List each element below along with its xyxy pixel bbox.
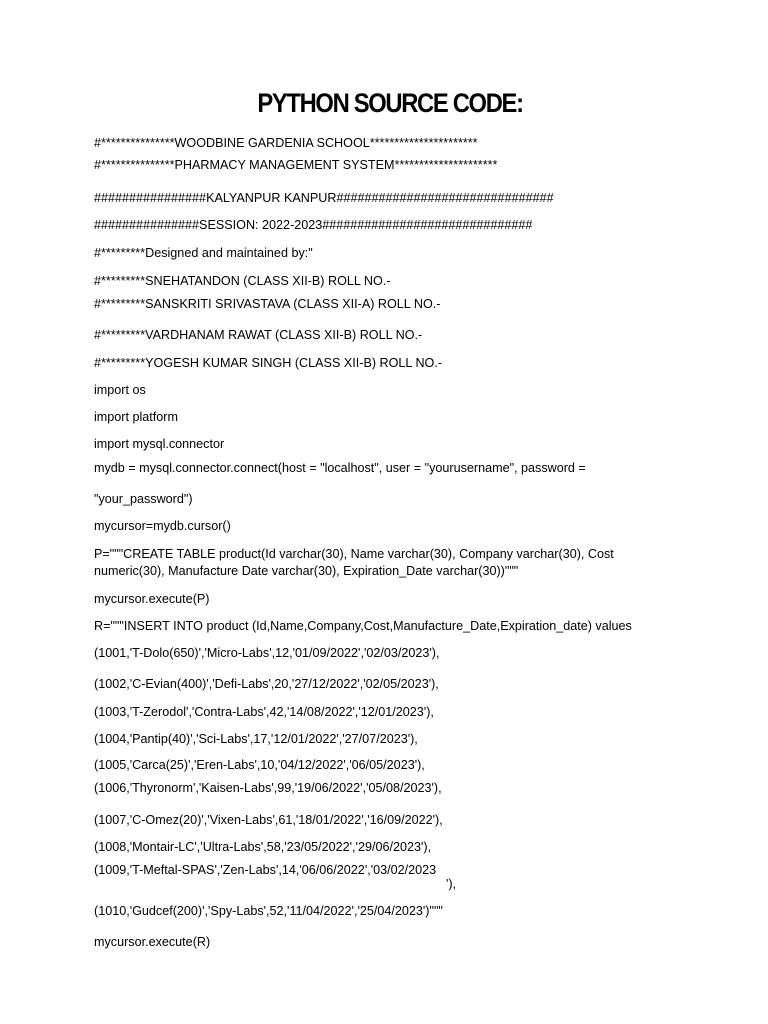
code-line-import-os: import os: [94, 383, 146, 397]
code-line-import-platform: import platform: [94, 410, 178, 424]
code-line-value-row: (1007,'C-Omez(20)','Vixen-Labs',61,'18/01/2022','16/09/2022'),: [94, 813, 443, 827]
code-line-value-row: (1003,'T-Zerodol','Contra-Labs',42,'14/08/2022','12/01/2023'),: [94, 705, 434, 719]
comment-project-line: #***************PHARMACY MANAGEMENT SYSTEM*********************: [94, 158, 498, 172]
code-line-connect: mydb = mysql.connector.connect(host = "localhost", user = "yourusername", password =: [94, 461, 586, 475]
code-line-value-row: (1006,'Thyronorm','Kaisen-Labs',99,'19/06/2022','05/08/2023'),: [94, 781, 442, 795]
code-line-value-row: (1004,'Pantip(40)','Sci-Labs',17,'12/01/2022','27/07/2023'),: [94, 732, 418, 746]
comment-author-line: #*********VARDHANAM RAWAT (CLASS XII-B) ROLL NO.-: [94, 328, 423, 342]
code-line-cursor: mycursor=mydb.cursor(): [94, 519, 231, 533]
code-line-value-row-tail: '),: [446, 877, 457, 891]
code-line-connect-continued: "your_password"): [94, 492, 193, 506]
code-line-value-row: (1001,'T-Dolo(650)','Micro-Labs',12,'01/09/2022','02/03/2023'),: [94, 646, 440, 660]
comment-school-line: #***************WOODBINE GARDENIA SCHOOL**********************: [94, 136, 478, 150]
code-line-value-row: (1009,'T-Meftal-SPAS','Zen-Labs',14,'06/06/2022','03/02/2023: [94, 863, 437, 877]
page-title: PYTHON SOURCE CODE:: [257, 88, 523, 118]
comment-location-line: ################KALYANPUR KANPUR###############################: [94, 191, 554, 205]
code-line-value-row: (1010,'Gudcef(200)','Spy-Labs',52,'11/04/2022','25/04/2023')""": [94, 904, 443, 918]
comment-author-line: #*********SANSKRITI SRIVASTAVA (CLASS XII-A) ROLL NO.-: [94, 297, 441, 311]
code-line-value-row: (1002,'C-Evian(400)','Defi-Labs',20,'27/12/2022','02/05/2023'),: [94, 677, 439, 691]
comment-author-line: #*********YOGESH KUMAR SINGH (CLASS XII-B) ROLL NO.-: [94, 356, 443, 370]
code-line-insert: R="""INSERT INTO product (Id,Name,Company,Cost,Manufacture_Date,Expiration_date) values: [94, 619, 632, 633]
code-line-create-table: P="""CREATE TABLE product(Id varchar(30), Name varchar(30), Company varchar(30), Cost numeric(30), Manufacture Date varchar(30), Expiration_Date varchar(30))""": [94, 547, 614, 578]
code-line-execute-p: mycursor.execute(P): [94, 592, 210, 606]
code-line-value-row: (1008,'Montair-LC','Ultra-Labs',58,'23/05/2022','29/06/2023'),: [94, 840, 432, 854]
comment-designed-by-line: #*********Designed and maintained by:": [94, 246, 313, 260]
code-line-execute-r: mycursor.execute(R): [94, 935, 211, 949]
comment-author-line: #*********SNEHATANDON (CLASS XII-B) ROLL NO.-: [94, 274, 391, 288]
comment-session-line: ###############SESSION: 2022-2023##############################: [94, 218, 533, 232]
code-line-value-row: (1005,'Carca(25)','Eren-Labs',10,'04/12/2022','06/05/2023'),: [94, 758, 425, 772]
code-line-import-mysql: import mysql.connector: [94, 437, 225, 451]
